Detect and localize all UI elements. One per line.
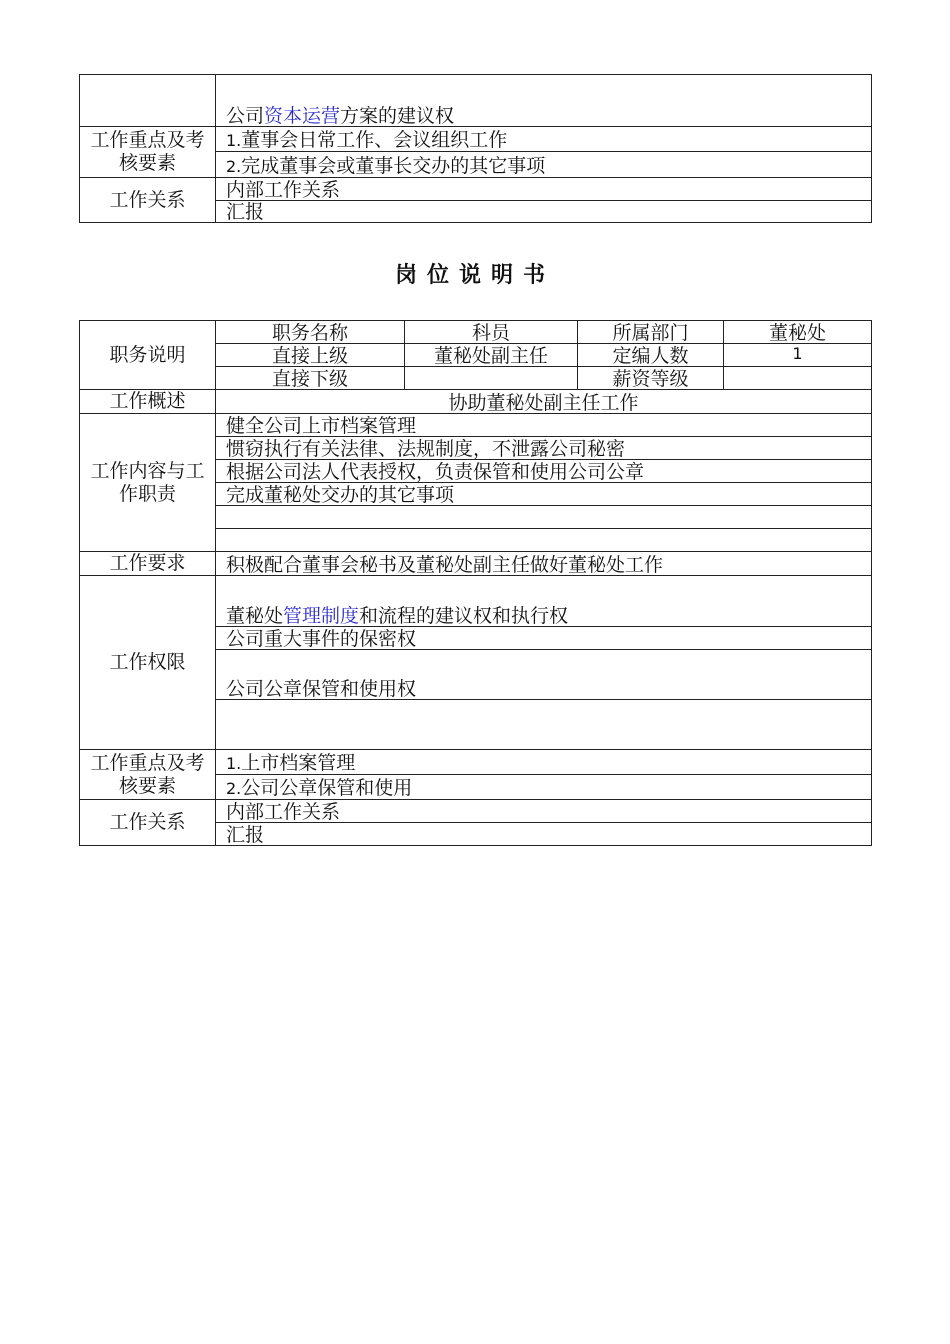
content-item bbox=[216, 529, 872, 552]
key-point-item: 2.公司公章保管和使用 bbox=[216, 775, 872, 800]
authority-item: 公司重大事件的保密权 bbox=[216, 627, 872, 650]
duty-label: 职务说明 bbox=[80, 321, 216, 390]
relation-item: 汇报 bbox=[216, 823, 872, 846]
superior-value: 董秘处副主任 bbox=[405, 344, 578, 367]
key-point-item: 2.完成董事会或董事长交办的其它事项 bbox=[216, 152, 872, 178]
headcount-label: 定编人数 bbox=[578, 344, 724, 367]
salary-value bbox=[724, 367, 872, 390]
content-item: 健全公司上市档案管理 bbox=[216, 414, 872, 437]
page-title: 岗位说明书 bbox=[394, 263, 555, 288]
management-system-link[interactable]: 管理制度 bbox=[283, 605, 360, 627]
capital-operation-link[interactable]: 资本运营 bbox=[264, 105, 341, 127]
content-item: 惯窃执行有关法律、法规制度，不泄露公司秘密 bbox=[216, 437, 872, 460]
authority-item bbox=[216, 700, 872, 750]
overview-value: 协助董秘处副主任工作 bbox=[216, 390, 872, 414]
content-label: 工作内容与工作职责 bbox=[80, 414, 216, 552]
empty-label-cell bbox=[80, 75, 216, 127]
relations-label: 工作关系 bbox=[80, 178, 216, 223]
salary-label: 薪资等级 bbox=[578, 367, 724, 390]
dept-value: 董秘处 bbox=[724, 321, 872, 344]
requirement-label: 工作要求 bbox=[80, 552, 216, 576]
authority-text: 公司 bbox=[226, 105, 265, 127]
headcount-value: 1 bbox=[724, 344, 872, 367]
key-points-label: 工作重点及考核要素 bbox=[80, 750, 216, 800]
content-item: 完成董秘处交办的其它事项 bbox=[216, 483, 872, 506]
content-item: 根据公司法人代表授权，负责保管和使用公司公章 bbox=[216, 460, 872, 483]
key-point-item: 1.董事会日常工作、会议组织工作 bbox=[216, 127, 872, 152]
authority-item: 公司公章保管和使用权 bbox=[216, 650, 872, 700]
authority-item: 董秘处管理制度和流程的建议权和执行权 bbox=[216, 576, 872, 627]
previous-job-table bbox=[79, 74, 872, 223]
subordinate-label: 直接下级 bbox=[216, 367, 405, 390]
key-points-label: 工作重点及考核要素 bbox=[80, 127, 216, 178]
superior-label: 直接上级 bbox=[216, 344, 405, 367]
job-description-table bbox=[79, 320, 872, 846]
overview-label: 工作概述 bbox=[80, 390, 216, 414]
authority-label: 工作权限 bbox=[80, 576, 216, 750]
relation-item: 内部工作关系 bbox=[216, 178, 872, 201]
relation-item: 汇报 bbox=[216, 201, 872, 223]
authority-row bbox=[216, 75, 872, 127]
requirement-value: 积极配合董事会秘书及董秘处副主任做好董秘处工作 bbox=[216, 552, 872, 576]
content-item bbox=[216, 506, 872, 529]
relations-label: 工作关系 bbox=[80, 800, 216, 846]
subordinate-value bbox=[405, 367, 578, 390]
position-name-label: 职务名称 bbox=[216, 321, 405, 344]
relation-item: 内部工作关系 bbox=[216, 800, 872, 823]
key-point-item: 1.上市档案管理 bbox=[216, 750, 872, 775]
authority-text: 方案的建议权 bbox=[340, 105, 455, 127]
position-name-value: 科员 bbox=[405, 321, 578, 344]
dept-label: 所属部门 bbox=[578, 321, 724, 344]
